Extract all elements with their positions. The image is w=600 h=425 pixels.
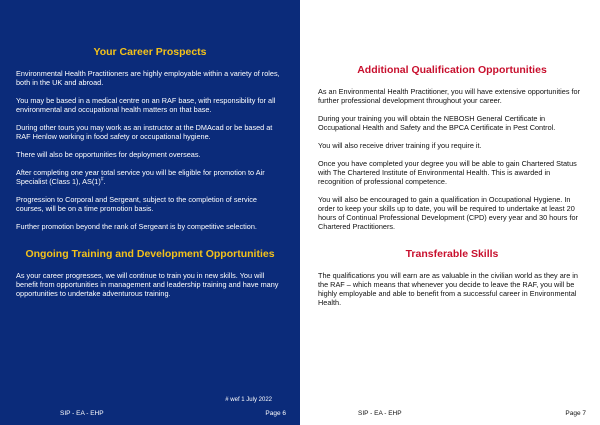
career-paragraph-2: You may be based in a medical centre on an RAF base, with responsibility for all environmental and occupational health matters on that base.: [16, 96, 276, 114]
page-number-left: Page 6: [265, 410, 286, 417]
skills-paragraph: The qualifications you will earn are as valuable in the civilian world as they are in the RAF – which means that whenever you decide to leave the RAF, you will be highly employable and able to benefit from a successful career in Environmental Health.: [318, 271, 578, 307]
right-page-content: [318, 64, 586, 307]
promotion-text: After completing one year total service you will be eligible for promotion to Air Specialist (Class 1), AS(1): [16, 168, 265, 186]
page-number-right: Page 7: [565, 410, 586, 417]
footnote: # wef 1 July 2022: [225, 397, 272, 403]
career-paragraph-3: During other tours you may work as an instructor at the DMAcad or be based at RAF Henlow working in food safety or occupational hygiene.: [16, 123, 273, 141]
transferable-skills-heading: Transferable Skills: [405, 248, 499, 260]
left-page-content: [16, 46, 284, 298]
promotion-footnote-marker: #: [100, 176, 104, 183]
qual-paragraph-3: You will also receive driver training if you require it.: [318, 141, 482, 150]
footer-label-left: SIP - EA - EHP: [60, 410, 104, 417]
qual-paragraph-1: As an Environmental Health Practitioner, you will have extensive opportunities for further professional development throughout your career.: [318, 87, 581, 105]
promotion-end: .: [103, 177, 106, 186]
additional-qualification-heading: Additional Qualification Opportunities: [357, 64, 547, 76]
career-paragraph-1: Environmental Health Practitioners are highly employable within a variety of roles, both in the UK and abroad.: [16, 69, 280, 87]
qual-paragraph-4: Once you have completed your degree you will be able to gain Chartered Status with The Chartered Institute of Environmental Health. This is awarded in recognition of professional competence.: [318, 159, 577, 186]
further-promotion-paragraph: Further promotion beyond the rank of Sergeant is by competitive selection.: [16, 222, 257, 231]
right-page: [300, 0, 600, 425]
career-prospects-heading: Your Career Prospects: [93, 46, 207, 58]
ongoing-training-heading: Ongoing Training and Development Opportunities: [25, 248, 275, 260]
promotion-paragraph: [16, 168, 284, 186]
career-paragraph-4: There will also be opportunities for deployment overseas.: [16, 150, 201, 159]
footer-label-right: SIP - EA - EHP: [358, 410, 402, 417]
training-paragraph: As your career progresses, we will continue to train you in new skills. You will benefit from opportunities in management and leadership training and have many opportunities to undertake adventurous training.: [16, 271, 279, 298]
qual-paragraph-2: During your training you will obtain the NEBOSH General Certificate in Occupational Health and Safety and the BPCA Certificate in Pest Control.: [318, 114, 556, 132]
qual-paragraph-5: You will also be encouraged to gain a qualification in Occupational Hygiene. In order to keep your skills up to date, you will be required to undertake at least 20 hours of Continual Professional Development (CPD) every year and 30 hours for Chartered Practitioners.: [318, 195, 578, 231]
progression-paragraph: Progression to Corporal and Sergeant, subject to the completion of service courses, will be on a time promotion basis.: [16, 195, 257, 213]
